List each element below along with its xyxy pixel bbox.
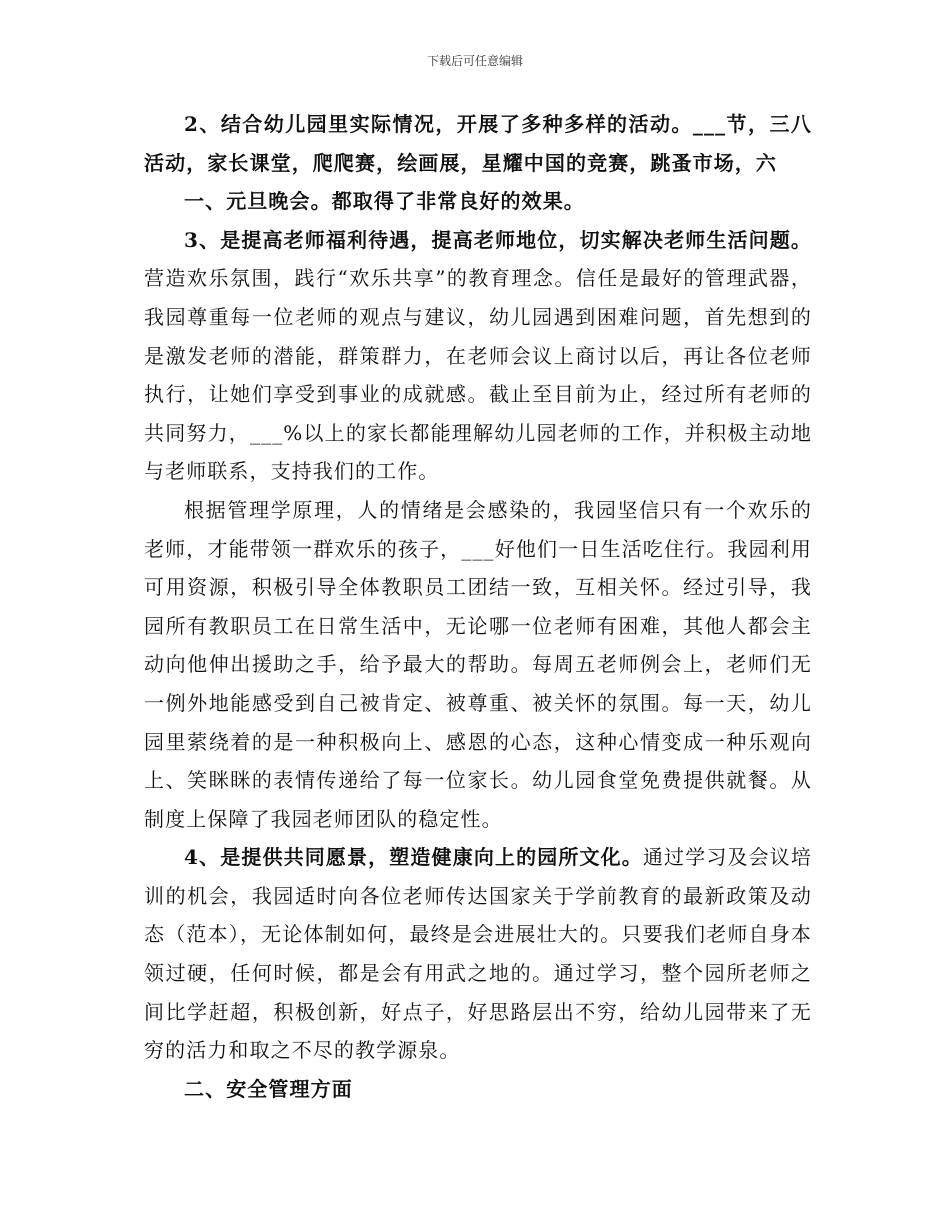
section-heading-safety: 二、安全管理方面 <box>184 1076 353 1101</box>
page-header: 下载后可任意编辑 <box>426 54 523 68</box>
paragraph-shared-vision <box>144 838 812 1070</box>
paragraph-teacher-welfare-body: 营造欢乐氛围，践行“欢乐共享”的教育理念。信任是最好的管理武器，我园尊重每一位老师的观点与建议，幼儿园遇到困难问题，首先想到的是激发老师的潜能，群策群力，在老师会议上商讨以后，再让各位老师执行，让她们享受到事业的成就感。截止至目前为止，经过所有老师的共同努力，___%以上的家长都能理解幼儿园老师的工作，并积极主动地与老师联系，支持我们的工作。 <box>144 266 812 484</box>
paragraph-happy-teachers: 根据管理学原理，人的情绪是会感染的，我园坚信只有一个欢乐的老师，才能带领一群欢乐的孩子，___好他们一日生活吃住行。我园利用可用资源，积极引导全体教职员工团结一致，互相关怀。经过引导，我园所有教职员工在日常生活中，无论哪一位老师有困难，其他人都会主动向他伸出援助之手，给予最大的帮助。每周五老师例会上，老师们无一例外地能感受到自己被肯定、被尊重、被关怀的氛围。每一天，幼儿园里萦绕着的是一种积极向上、感恩的心态，这种心情变成一种乐观向上、笑眯眯的表情传递给了每一位家长。幼儿园食堂免费提供就餐。从制度上保障了我园老师团队的稳定性。 <box>144 497 812 831</box>
paragraph-teacher-welfare <box>144 221 812 491</box>
document-body <box>144 105 812 1108</box>
paragraph-new-year-party: 一、元旦晚会。都取得了非常良好的效果。 <box>184 189 585 214</box>
paragraph-shared-vision-body: 通过学习及会议培训的机会，我园适时向各位老师传达国家关于学前教育的最新政策及动态（范本），无论体制如何，最终是会进展壮大的。只要我们老师自身本领过硬，任何时候，都是会有用武之地的。通过学习，整个园所老师之间比学赶超，积极创新，好点子，好思路层出不穷，给幼儿园带来了无穷的活力和取之不尽的教学源泉。 <box>144 845 812 1063</box>
paragraph-shared-vision-lead: 4、是提供共同愿景，塑造健康向上的园所文化。 <box>184 845 643 870</box>
paragraph-teacher-welfare-lead: 3、是提高老师福利待遇，提高老师地位，切实解决老师生活问题。 <box>184 227 812 252</box>
paragraph-activities: 2、结合幼儿园里实际情况，开展了多种多样的活动。___节，三八活动，家长课堂，爬爬赛，绘画展，星耀中国的竞赛，跳蚤市场，六 <box>144 112 812 175</box>
